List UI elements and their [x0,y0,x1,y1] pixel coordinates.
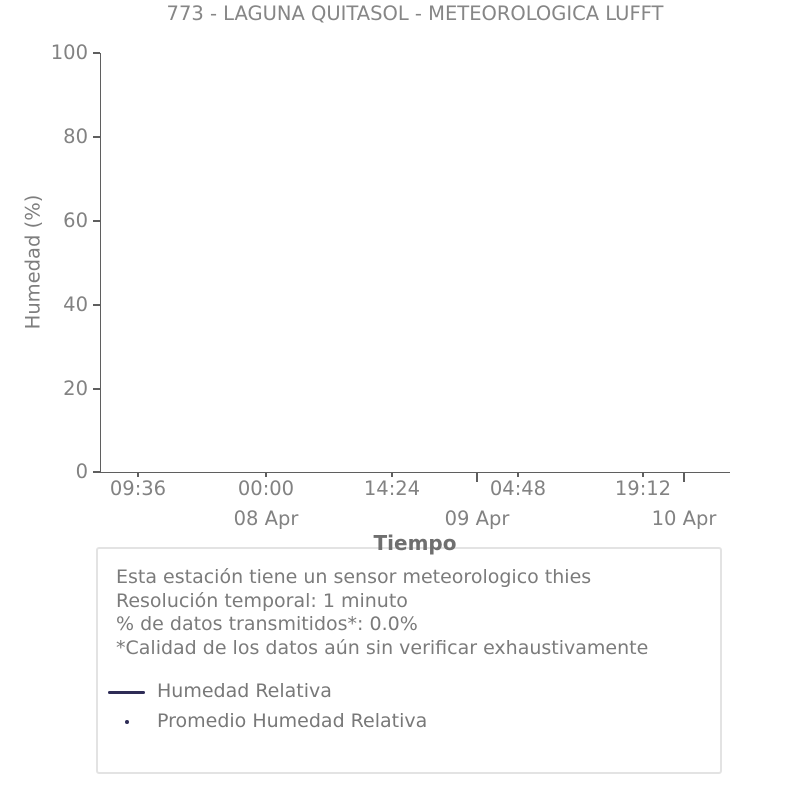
x-tick-label: 00:00 [237,477,295,500]
x-axis-label: Tiempo [373,531,457,555]
y-tick-label: 20 [63,377,88,400]
y-tick-label: 60 [63,209,88,232]
x-date-label: 08 Apr [233,507,299,530]
x-tick-label: 19:12 [614,477,672,500]
legend-entry-label: Promedio Humedad Relativa [157,710,428,732]
y-tick-label: 100 [50,41,88,64]
x-tick-label: 09:36 [109,477,167,500]
y-tick-label: 80 [63,125,88,148]
x-date-label: 10 Apr [651,507,717,530]
y-tick-mark [93,52,100,54]
legend-info-line: Resolución temporal: 1 minuto [116,589,408,612]
x-tick-label: 04:48 [489,477,547,500]
legend-info-line: Esta estación tiene un sensor meteorologico thies [116,566,592,588]
y-tick-mark [93,304,100,306]
y-tick-mark [93,471,100,473]
x-tick-label: 14:24 [363,477,421,500]
x-date-label: 09 Apr [444,507,510,530]
legend-info [116,566,648,660]
legend-line-swatch [108,691,145,694]
y-tick-mark [93,220,100,222]
legend-box [96,547,722,774]
legend-entry-label: Humedad Relativa [157,680,332,702]
y-tick-label: 40 [63,293,88,316]
legend-dot-marker [125,720,129,724]
legend-info-line: % de datos transmitidos*: 0.0% [116,613,418,635]
y-tick-label: 0 [75,460,88,483]
y-tick-mark [93,136,100,138]
y-axis-label: Humedad (%) [21,194,45,330]
y-tick-mark [93,388,100,390]
legend-info-line: *Calidad de los datos aún sin verificar exhaustivamente [116,636,649,659]
plot-area [100,53,730,473]
chart-title: 773 - LAGUNA QUITASOL - METEOROLOGICA LUFFT [166,2,664,25]
